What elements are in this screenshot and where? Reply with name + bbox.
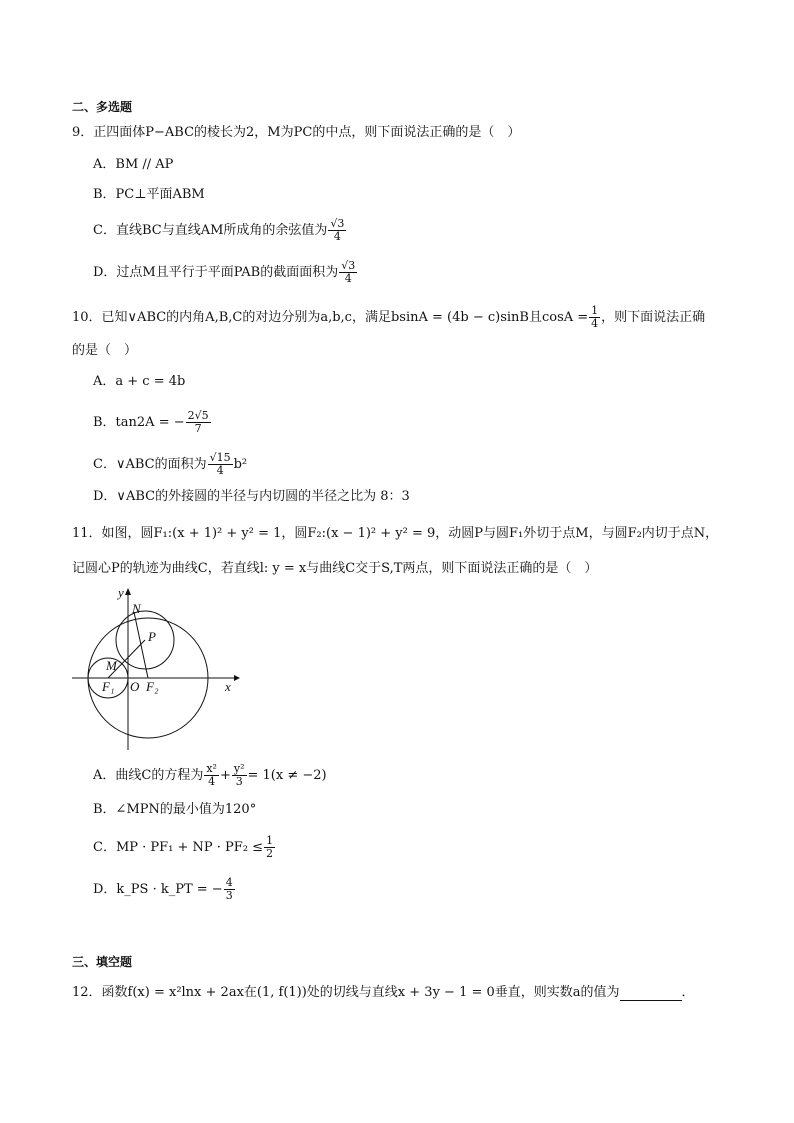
fraction-denominator: 4 [344, 272, 352, 285]
section-heading-multiple-choice: 二、多选题 [72, 100, 133, 114]
fraction [224, 877, 235, 902]
question-10-stem-line-1 [72, 305, 705, 330]
question-9-option-a: A．BM // AP [93, 157, 174, 172]
plus-sign: + [219, 768, 231, 783]
question-9-option-b: B．PC⊥平面ABM [93, 187, 205, 202]
label-y: y [118, 585, 124, 600]
fraction-denominator: 3 [235, 775, 243, 788]
fraction-numerator: √15 [209, 451, 231, 464]
fraction-denominator: 4 [333, 230, 341, 243]
question-10-option-d: D．∨ABC的外接圆的半径与内切圆的半径之比为 8：3 [93, 489, 410, 504]
question-9-stem: 9．正四面体P−ABC的棱长为2，M为PC的中点，则下面说法正确的是（ ） [72, 125, 521, 140]
label-x: x [225, 679, 231, 694]
fraction-denominator: 3 [225, 889, 233, 902]
label-m: M [106, 658, 117, 673]
fraction-numerator: √3 [341, 259, 356, 272]
question-12-end: ． [681, 985, 695, 1000]
y-axis-arrow [125, 588, 131, 595]
question-11-option-d-text: D．k_PS · k_PT = − [93, 882, 223, 897]
question-11-stem-line-2: 记圆心P的轨迹为曲线C，若直线l: y = x与曲线C交于S,T两点，则下面说法正确的是（ ） [72, 561, 598, 576]
label-p: P [148, 629, 156, 644]
fraction-numerator: 2√5 [187, 409, 209, 422]
question-10-stem-tail: ，则下面说法正确 [601, 310, 706, 325]
question-10-stem-text: 10．已知∨ABC的内角A,B,C的对边分别为a,b,c，满足bsinA = (4b − c)sinB且cosA = [72, 310, 589, 325]
circles-figure [72, 585, 242, 750]
question-10-option-c-tail: b² [233, 457, 248, 472]
fraction [208, 452, 233, 477]
fraction-denominator: 4 [216, 464, 224, 477]
question-11-option-b: B．∠MPN的最小值为120° [93, 802, 257, 817]
fraction-numerator: x² [206, 762, 217, 775]
question-10-option-c-text: C．∨ABC的面积为 [93, 457, 207, 472]
fraction-numerator: 1 [266, 834, 274, 847]
question-11-option-c [93, 835, 276, 860]
fraction [339, 260, 357, 285]
fraction [264, 835, 275, 860]
x-axis-arrow [234, 675, 240, 681]
question-10-option-b [93, 410, 212, 435]
fraction [186, 410, 211, 435]
question-11-option-a-text: A．曲线C的方程为 [93, 768, 204, 783]
question-10-option-c [93, 452, 247, 477]
answer-blank[interactable] [620, 988, 682, 1001]
fraction-denominator: 2 [266, 847, 274, 860]
fraction-denominator: 4 [208, 775, 216, 788]
question-9-option-c [93, 218, 347, 243]
fraction-numerator: 4 [225, 876, 233, 889]
label-f2: F₂ [146, 679, 159, 694]
fraction-numerator: √3 [330, 217, 345, 230]
question-11-stem-line-1: 11．如图，圆F₁:(x + 1)² + y² = 1，圆F₂:(x − 1)² + y² = 9，动圆P与圆F₁外切于点M，与圆F₂内切于点N， [72, 526, 719, 541]
label-n: N [132, 601, 141, 616]
question-9-option-d-text: D．过点M且平行于平面PAB的截面面积为 [93, 265, 339, 280]
section-heading-fill-in: 三、填空题 [72, 955, 133, 969]
question-10-option-b-text: B．tan2A = − [93, 415, 185, 430]
question-11-option-a-tail: = 1(x ≠ −2) [247, 768, 327, 783]
fraction [232, 763, 247, 788]
label-o: O [130, 679, 140, 694]
fraction-denominator: 4 [591, 317, 599, 330]
fraction-numerator: y² [233, 762, 245, 775]
question-12-text: 12．函数f(x) = x²lnx + 2ax在(1, f(1))处的切线与直线x + 3y − 1 = 0垂直，则实数a的值为 [72, 985, 620, 1000]
fraction-numerator: 1 [591, 304, 599, 317]
question-9-option-c-text: C．直线BC与直线AM所成角的余弦值为 [93, 223, 328, 238]
label-f1: F₁ [102, 679, 115, 694]
question-9-option-d [93, 260, 358, 285]
question-10-option-a: A．a + c = 4b [93, 374, 186, 389]
fraction [204, 763, 219, 788]
question-11-option-d [93, 877, 236, 902]
question-12-stem [72, 985, 695, 1001]
question-11-option-c-text: C．MP · PF₁ + NP · PF₂ ≤ [93, 840, 264, 855]
question-11-option-a [93, 763, 327, 788]
fraction-denominator: 7 [194, 422, 202, 435]
question-10-stem-line-2: 的是（ ） [72, 343, 138, 358]
fraction [328, 218, 346, 243]
fraction [589, 305, 600, 330]
